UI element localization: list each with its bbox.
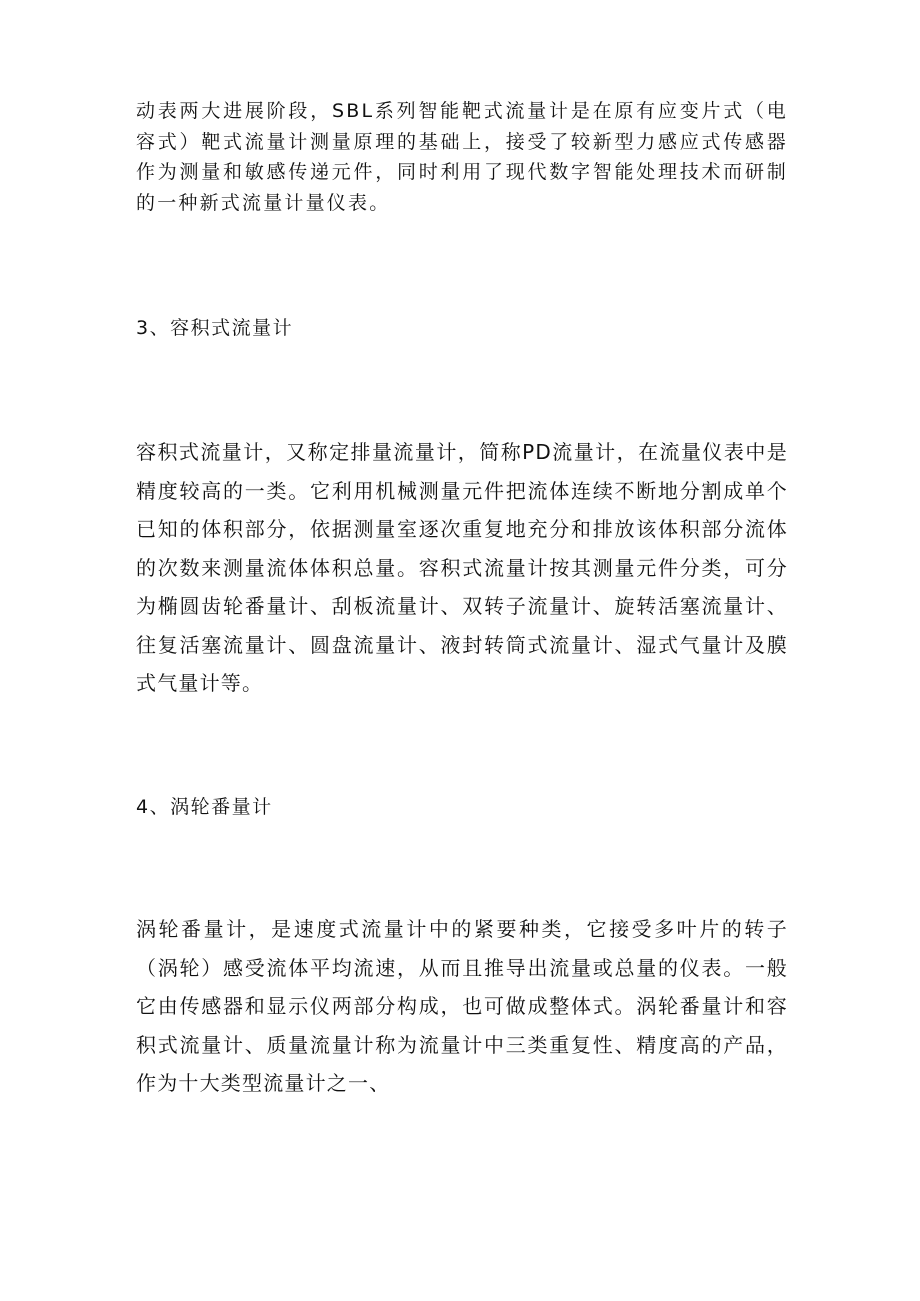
paragraph-volumetric-flowmeter: 容积式流量计，又称定排量流量计，简称PD流量计，在流量仪表中是精度较高的一类。它利用机械测量元件把流体连续不断地分割成单个已知的体积部分，依据测量室逐次重复地充分和排放该体积部分流体的次数来测量流体体积总量。容积式流量计按其测量元件分类，可分为椭圆齿轮番量计、刮板流量计、双转子流量计、旋转活塞流量计、往复活塞流量计、圆盘流量计、液封转筒式流量计、湿式气量计及膜式气量计等。 [136, 440, 788, 695]
paragraph-turbine-flowmeter: 涡轮番量计，是速度式流量计中的紧要种类，它接受多叶片的转子（涡轮）感受流体平均流速，从而且推导出流量或总量的仪表。一般它由传感器和显示仪两部分构成，也可做成整体式。涡轮番量计和容积式流量计、质量流量计称为流量计中三类重复性、精度高的产品，作为十大类型流量计之一、 [136, 917, 788, 1095]
paragraph-target-flowmeter: 动表两大进展阶段，SBL系列智能靶式流量计是在原有应变片式（电容式）靶式流量计测量原理的基础上，接受了较新型力感应式传感器作为测量和敏感传递元件，同时利用了现代数字智能处理技术而研制的一种新式流量计量仪表。 [136, 100, 788, 214]
section-heading-turbine-flowmeter: 4、涡轮番量计 [136, 796, 273, 818]
section-heading-volumetric-flowmeter: 3、容积式流量计 [136, 317, 294, 339]
